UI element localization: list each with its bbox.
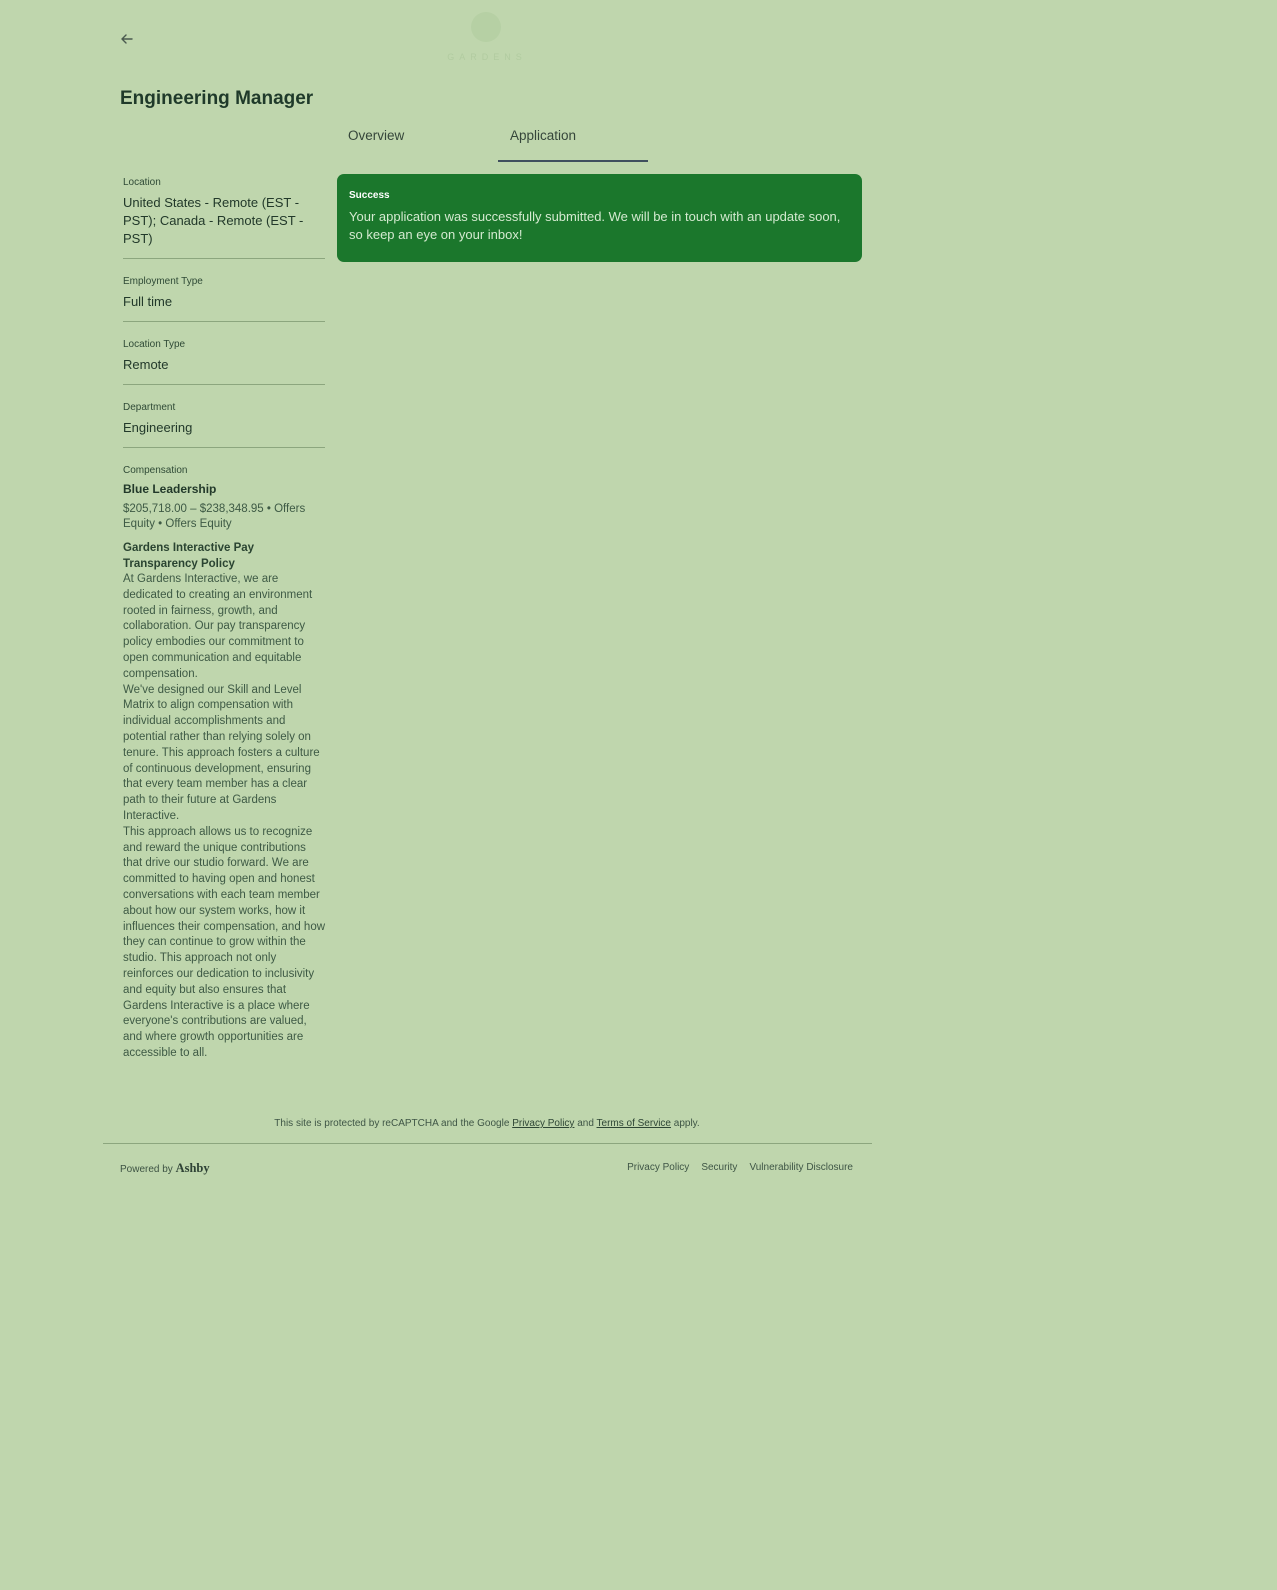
tab-overview-label: Overview: [348, 128, 405, 143]
job-title: Engineering Manager: [120, 88, 314, 109]
tab-bar: [336, 126, 856, 162]
footer-link-vulnerability[interactable]: Vulnerability Disclosure: [749, 1162, 853, 1173]
powered-by-text: Powered by: [120, 1164, 173, 1175]
tab-overview[interactable]: [336, 126, 496, 162]
tab-application[interactable]: [498, 126, 648, 162]
company-logo[interactable]: [443, 10, 531, 66]
location-label: Location: [123, 177, 161, 188]
tab-application-label: Application: [510, 128, 577, 143]
location-type-value: Remote: [123, 357, 169, 372]
logo-wordmark: GARDENS: [447, 52, 527, 62]
department-section: [123, 399, 325, 448]
logo-mark-icon: [471, 12, 501, 42]
pay-policy-paragraph: At Gardens Interactive, we are dedicated to creating an environment rooted in fairness, growth, and collaboration. Our pay transparency policy embodies our commitment to open communication and equitable compensation.: [123, 573, 313, 680]
location-section: [123, 174, 325, 259]
footer-link-security[interactable]: Security: [701, 1162, 738, 1173]
recaptcha-suffix: apply.: [673, 1118, 700, 1129]
tab-active-indicator: [498, 160, 648, 162]
success-alert: [337, 174, 862, 262]
recaptcha-privacy-link[interactable]: Privacy Policy: [512, 1118, 575, 1129]
job-details-sidebar: [123, 174, 325, 1086]
success-alert-message: Your application was successfully submitted. We will be in touch with an update soon, so keep an eye on your inbox!: [349, 209, 841, 242]
footer-divider: [103, 1143, 872, 1144]
footer-link-privacy[interactable]: Privacy Policy: [627, 1162, 690, 1173]
powered-by[interactable]: [120, 1161, 210, 1176]
employment-type-value: Full time: [123, 294, 173, 309]
recaptcha-terms-link[interactable]: Terms of Service: [596, 1118, 671, 1129]
footer-links: [627, 1162, 853, 1173]
back-button[interactable]: [116, 28, 138, 50]
location-type-section: [123, 336, 325, 385]
compensation-section: [123, 462, 325, 1072]
department-value: Engineering: [123, 420, 193, 435]
ashby-logo: Ashby: [175, 1161, 210, 1175]
compensation-label: Compensation: [123, 465, 188, 476]
arrow-left-icon: [120, 32, 134, 46]
location-type-label: Location Type: [123, 339, 186, 350]
pay-policy-paragraph: This approach allows us to recognize and reward the unique contributions that drive our studio forward. We are committed to having open and honest conversations with each team member about how our system works, how it influences their compensation, and how they can continue to grow within the studio. This approach not only reinforces our dedication to inclusivity and equity but also ensures that Gardens Interactive is a place where everyone's contributions are valued, and where growth opportunities are accessible to all.: [123, 825, 326, 1059]
success-alert-title: Success: [349, 190, 390, 201]
recaptcha-notice: [0, 1118, 974, 1129]
location-value: United States - Remote (EST - PST); Canada - Remote (EST - PST): [123, 195, 304, 246]
recaptcha-prefix: This site is protected by reCAPTCHA and the Google: [274, 1118, 510, 1129]
recaptcha-and: and: [577, 1118, 594, 1129]
pay-policy-paragraph: We've designed our Skill and Level Matrix to align compensation with individual accomplishments and potential rather than relying solely on tenure. This approach fosters a culture of continuous development, ensuring that every team member has a clear path to their future at Gardens Interactive.: [123, 683, 320, 822]
compensation-range: $205,718.00 – $238,348.95 • Offers Equity • Offers Equity: [123, 503, 306, 530]
compensation-tier-name: Blue Leadership: [123, 482, 217, 496]
pay-policy-title: Gardens Interactive Pay Transparency Policy: [123, 542, 255, 570]
department-label: Department: [123, 402, 176, 413]
employment-type-label: Employment Type: [123, 276, 203, 287]
employment-type-section: [123, 273, 325, 322]
